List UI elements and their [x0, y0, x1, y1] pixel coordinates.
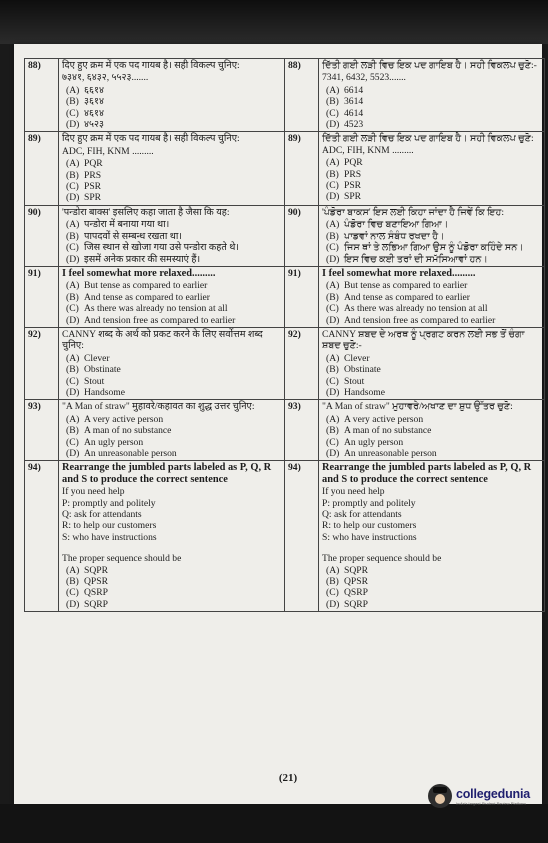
- option-letter: (A): [66, 219, 80, 231]
- option-letter: (B): [66, 576, 79, 588]
- question-hindi: [59, 59, 285, 132]
- sentence-part: Q: ask for attendants: [62, 509, 142, 521]
- question-number: 93): [285, 400, 319, 461]
- option-row: [322, 448, 541, 459]
- option-row: [62, 414, 281, 425]
- option-letter: (A): [66, 158, 80, 170]
- question-text: "A Man of straw" मुहावरे/कहावत का शुद्ध उत्तर चुनिए:: [62, 401, 255, 413]
- sentence-part: S: who have instructions: [322, 531, 417, 543]
- option-row: [322, 108, 541, 119]
- option-row: [62, 599, 281, 610]
- sequence-label: The proper sequence should be: [62, 553, 182, 565]
- question-number: 93): [25, 400, 59, 461]
- option-letter: (A): [66, 413, 80, 425]
- question-row: [25, 132, 545, 205]
- option-letter: (D): [66, 386, 80, 398]
- sentence-part: S: who have instructions: [62, 531, 157, 543]
- option-row: [322, 425, 541, 436]
- option-letter: (C): [326, 436, 339, 448]
- option-text: QSRP: [84, 587, 108, 599]
- option-letter: (C): [326, 587, 339, 599]
- option-letter: (C): [326, 107, 339, 119]
- question-punjabi: [319, 266, 545, 327]
- option-row: [322, 231, 541, 242]
- option-letter: (D): [326, 314, 340, 326]
- option-letter: (D): [66, 119, 80, 131]
- question-punjabi: [319, 205, 545, 266]
- option-row: [322, 353, 541, 364]
- question-text: ADC, FIH, KNM .........: [62, 145, 154, 157]
- question-row: [25, 266, 545, 327]
- question-number: 94): [285, 461, 319, 612]
- option-row: [62, 108, 281, 119]
- question-row: [25, 205, 545, 266]
- option-row: [322, 96, 541, 107]
- sentence-part: If you need help: [322, 486, 385, 498]
- option-letter: (D): [66, 192, 80, 204]
- option-text: Handsome: [344, 386, 386, 398]
- option-row: [62, 364, 281, 375]
- option-row: [62, 119, 281, 130]
- option-letter: (C): [66, 375, 79, 387]
- option-text: And tension free as compared to earlier: [344, 314, 496, 326]
- question-punjabi: [319, 132, 545, 205]
- option-text: Clever: [344, 352, 370, 364]
- option-text: But tense as compared to earlier: [84, 280, 208, 292]
- option-row: [322, 376, 541, 387]
- question-hindi: [59, 205, 285, 266]
- question-number: 92): [25, 327, 59, 399]
- option-letter: (C): [326, 303, 339, 315]
- option-row: [322, 280, 541, 291]
- option-text: QPSR: [344, 576, 368, 588]
- option-row: [322, 576, 541, 587]
- option-letter: (A): [326, 157, 340, 169]
- question-punjabi: [319, 59, 545, 132]
- option-letter: (D): [326, 253, 340, 265]
- option-row: [62, 376, 281, 387]
- option-letter: (A): [66, 280, 80, 292]
- option-row: [322, 599, 541, 610]
- option-text: PRS: [84, 169, 102, 181]
- option-row: [62, 192, 281, 203]
- option-row: [62, 254, 281, 265]
- option-letter: (A): [66, 84, 80, 96]
- option-text: As there was already no tension at all: [344, 303, 488, 315]
- option-letter: (C): [326, 375, 339, 387]
- question-text: ७३४१, ६४३२, ५५२३.......: [62, 72, 149, 84]
- option-letter: (D): [326, 191, 340, 203]
- option-row: [322, 587, 541, 598]
- option-text: SPR: [84, 192, 102, 204]
- question-hindi: [59, 461, 285, 612]
- option-letter: (B): [66, 169, 79, 181]
- question-number: 91): [285, 266, 319, 327]
- option-letter: (B): [326, 425, 339, 437]
- option-row: [322, 157, 541, 168]
- option-row: [322, 364, 541, 375]
- scan-top-border: [0, 0, 548, 44]
- option-row: [322, 303, 541, 314]
- option-text: An ugly person: [84, 436, 144, 448]
- option-row: [322, 437, 541, 448]
- option-letter: (C): [66, 587, 79, 599]
- option-text: जिस स्थान से खोजा गया उसे पन्डोरा कहते थे।: [84, 242, 239, 254]
- question-text: I feel somewhat more relaxed.........: [62, 267, 216, 279]
- option-letter: (B): [66, 364, 79, 376]
- option-row: [322, 242, 541, 253]
- question-text: 'ਪੰਡੋਰਾ ਬਾਕਸ' ਇਸ ਲਈ ਕਿਹਾ ਜਾਂਦਾ ਹੈ ਜਿਵੇਂ ਕਿ ਇਹ:: [322, 206, 505, 218]
- question-text: ਦਿੱਤੀ ਗਈ ਲੜੀ ਵਿਚ ਇਕ ਪਦ ਗਾਇਬ ਹੈ। ਸਹੀ ਵਿਕਲਪ ਚੁਣੋ: ADC, FIH, KNM .........: [322, 133, 534, 156]
- question-table: [24, 58, 545, 612]
- option-letter: (D): [326, 598, 340, 610]
- option-text: ४५२३: [84, 119, 104, 131]
- option-row: [62, 181, 281, 192]
- option-letter: (A): [66, 352, 80, 364]
- spacer: [322, 543, 541, 553]
- option-text: But tense as compared to earlier: [344, 280, 468, 292]
- option-text: पापदवों से सम्बन्ध रखता था।: [84, 230, 182, 242]
- question-number: 88): [285, 59, 319, 132]
- option-text: Obstinate: [344, 364, 381, 376]
- option-letter: (C): [66, 107, 79, 119]
- option-row: [62, 158, 281, 169]
- option-letter: (C): [66, 303, 79, 315]
- option-letter: (A): [326, 84, 340, 96]
- option-text: पन्डोरा में बनाया गया था।: [84, 219, 170, 231]
- option-row: [322, 169, 541, 180]
- option-text: Stout: [84, 375, 105, 387]
- option-text: ਜਿਸ ਥਾਂ ਤੇ ਲਭਿਆ ਗਿਆ ਉਸ ਨੂੰ ਪੰਡੋਰਾ ਕਹਿੰਦੇ ਸਨ।: [344, 242, 524, 254]
- option-letter: (C): [66, 242, 79, 254]
- option-text: SQPR: [344, 564, 368, 576]
- option-text: An unreasonable person: [84, 448, 177, 459]
- option-text: 4523: [344, 119, 364, 131]
- option-row: [62, 85, 281, 96]
- option-row: [322, 292, 541, 303]
- sequence-label: The proper sequence should be: [322, 553, 442, 565]
- graduate-avatar-icon: [428, 784, 452, 808]
- question-row: [25, 461, 545, 612]
- option-text: A man of no substance: [344, 425, 432, 437]
- logo-name: collegedunia: [456, 786, 531, 801]
- question-text: 7341, 6432, 5523.......: [322, 72, 406, 84]
- option-row: [62, 437, 281, 448]
- option-text: ਇਸ ਵਿਚ ਕਈ ਤਰਾਂ ਦੀ ਸਮੱਸਿਆਵਾਂ ਹਨ।: [344, 253, 488, 265]
- option-row: [62, 576, 281, 587]
- option-row: [62, 231, 281, 242]
- collegedunia-logo[interactable]: [428, 784, 530, 808]
- option-text: As there was already no tension at all: [84, 303, 228, 315]
- option-letter: (B): [326, 291, 339, 303]
- option-row: [62, 565, 281, 576]
- option-text: ਪਾਡਵਾਂ ਨਾਲ ਸੰਬੰਧ ਰਖਦਾ ਹੈ।: [344, 230, 445, 242]
- option-row: [62, 280, 281, 291]
- question-hindi: [59, 266, 285, 327]
- option-row: [322, 414, 541, 425]
- option-text: PSR: [344, 180, 362, 192]
- sentence-part: P: promptly and politely: [62, 497, 156, 509]
- option-letter: (D): [326, 119, 340, 131]
- option-row: [62, 170, 281, 181]
- option-letter: (B): [326, 576, 339, 588]
- option-row: [62, 315, 281, 326]
- option-row: [322, 315, 541, 326]
- option-text: Clever: [84, 352, 110, 364]
- sentence-part: R: to help our customers: [62, 520, 157, 532]
- option-letter: (D): [326, 448, 340, 459]
- option-letter: (D): [326, 386, 340, 398]
- logo-tagline: India's largest Student Review Platform: [456, 800, 526, 806]
- option-text: ६६१४: [84, 84, 104, 96]
- option-letter: (B): [326, 230, 339, 242]
- option-text: SQPR: [84, 564, 108, 576]
- question-text: दिए हुए क्रम में एक पद गायब है। सही विकल्प चुनिए:: [62, 60, 240, 71]
- option-text: ਪੰਡੋਰਾ ਵਿਚ ਬਣਾਇਆ ਗਿਆ।: [344, 219, 449, 231]
- option-letter: (D): [66, 448, 80, 459]
- option-row: [62, 425, 281, 436]
- question-text: 'पन्डोरा बाक्स' इसलिए कहा जाता है जैसा कि यह:: [62, 206, 230, 218]
- option-text: PQR: [84, 158, 103, 170]
- option-text: A very active person: [344, 413, 424, 425]
- question-number: 91): [25, 266, 59, 327]
- sentence-part: R: to help our customers: [322, 520, 417, 532]
- option-row: [62, 292, 281, 303]
- option-row: [322, 119, 541, 130]
- option-text: An ugly person: [344, 436, 404, 448]
- question-number: 88): [25, 59, 59, 132]
- page-number: (21): [278, 772, 298, 784]
- question-text: "A Man of straw" ਮੁਹਾਵਰੇ/ਅਖਾਣ ਦਾ ਸ਼ੁਧ ਉੱਤਰ ਚੁਣੋ:: [322, 401, 513, 413]
- option-row: [62, 219, 281, 230]
- question-hindi: [59, 132, 285, 205]
- option-text: ४६१४: [84, 107, 104, 119]
- option-text: An unreasonable person: [344, 448, 437, 459]
- option-text: Obstinate: [84, 364, 121, 376]
- option-letter: (A): [326, 280, 340, 292]
- question-number: 94): [25, 461, 59, 612]
- option-letter: (C): [66, 181, 79, 193]
- option-text: And tense as compared to earlier: [84, 291, 210, 303]
- option-text: इसमें अनेक प्रकार की समस्याएं हैं।: [84, 253, 201, 265]
- option-text: SPR: [344, 191, 362, 203]
- option-text: Handsome: [84, 386, 126, 398]
- option-letter: (B): [326, 168, 339, 180]
- question-punjabi: [319, 400, 545, 461]
- option-letter: (B): [66, 230, 79, 242]
- option-text: PSR: [84, 181, 102, 193]
- question-hindi: [59, 327, 285, 399]
- question-text: CANNY शब्द के अर्थ को प्रकट करने के लिए सर्वोत्तम शब्द चुनिए:: [62, 328, 263, 352]
- question-punjabi: [319, 327, 545, 399]
- option-row: [62, 242, 281, 253]
- option-letter: (B): [66, 291, 79, 303]
- question-number: 92): [285, 327, 319, 399]
- option-row: [322, 85, 541, 96]
- spacer: [62, 543, 281, 553]
- option-row: [62, 448, 281, 459]
- option-text: And tension free as compared to earlier: [84, 314, 236, 326]
- question-text: I feel somewhat more relaxed.........: [322, 267, 476, 279]
- option-letter: (B): [326, 96, 339, 108]
- option-text: PQR: [344, 157, 363, 169]
- option-row: [62, 587, 281, 598]
- question-hindi: [59, 400, 285, 461]
- option-letter: (C): [66, 436, 79, 448]
- option-letter: (D): [66, 253, 80, 265]
- option-row: [322, 219, 541, 230]
- question-row: [25, 59, 545, 132]
- option-row: [62, 387, 281, 398]
- option-row: [322, 565, 541, 576]
- option-letter: (A): [326, 352, 340, 364]
- option-letter: (D): [66, 314, 80, 326]
- question-text: Rearrange the jumbled parts labeled as P, Q, R and S to produce the correct sentence: [62, 462, 272, 485]
- sentence-part: Q: ask for attendants: [322, 509, 402, 521]
- question-number: 89): [25, 132, 59, 205]
- option-letter: (B): [326, 364, 339, 376]
- question-text: Rearrange the jumbled parts labeled as P, Q, R and S to produce the correct sentence: [322, 462, 532, 485]
- question-number: 89): [285, 132, 319, 205]
- option-letter: (A): [326, 413, 340, 425]
- option-text: Stout: [344, 375, 365, 387]
- question-punjabi: [319, 461, 545, 612]
- sentence-part: P: promptly and politely: [322, 497, 416, 509]
- option-text: ३६१४: [84, 96, 104, 108]
- option-text: SQRP: [344, 598, 368, 610]
- option-letter: (A): [326, 564, 340, 576]
- question-number: 90): [285, 205, 319, 266]
- option-text: PRS: [344, 168, 362, 180]
- question-row: [25, 400, 545, 461]
- option-text: A man of no substance: [84, 425, 172, 437]
- option-row: [322, 387, 541, 398]
- option-row: [322, 191, 541, 202]
- question-text: CANNY ਸ਼ਬਦ ਦੇ ਅਰਥ ਨੂੰ ਪ੍ਰਗਟ ਕਰਨ ਲਈ ਸਭ ਤੋਂ ਚੰਗਾ ਸ਼ਬਦ ਚੁਣੋ:-: [322, 328, 525, 352]
- option-row: [62, 353, 281, 364]
- option-text: A very active person: [84, 413, 164, 425]
- question-row: [25, 327, 545, 399]
- option-letter: (B): [66, 96, 79, 108]
- exam-page: [14, 44, 542, 804]
- option-row: [62, 303, 281, 314]
- option-text: 6614: [344, 84, 364, 96]
- option-letter: (B): [66, 425, 79, 437]
- option-text: And tense as compared to earlier: [344, 291, 470, 303]
- option-row: [62, 96, 281, 107]
- option-letter: (C): [326, 180, 339, 192]
- option-row: [322, 254, 541, 265]
- option-letter: (D): [66, 598, 80, 610]
- option-text: QPSR: [84, 576, 108, 588]
- option-text: SQRP: [84, 598, 108, 610]
- question-number: 90): [25, 205, 59, 266]
- question-text: ਦਿੱਤੀ ਗਈ ਲੜੀ ਵਿਚ ਇਕ ਪਦ ਗਾਇਬ ਹੈ। ਸਹੀ ਵਿਕਲਪ ਚੁਣੋ:-: [322, 60, 537, 71]
- option-text: 4614: [344, 107, 364, 119]
- question-text: दिए हुए क्रम में एक पद गायब है। सही विकल्प चुनिए:: [62, 133, 240, 145]
- scan-bottom-border: [0, 804, 548, 843]
- option-letter: (A): [66, 564, 80, 576]
- option-row: [322, 180, 541, 191]
- option-letter: (A): [326, 219, 340, 231]
- sentence-part: If you need help: [62, 486, 125, 498]
- option-text: 3614: [344, 96, 364, 108]
- option-text: QSRP: [344, 587, 368, 599]
- option-letter: (C): [326, 242, 339, 254]
